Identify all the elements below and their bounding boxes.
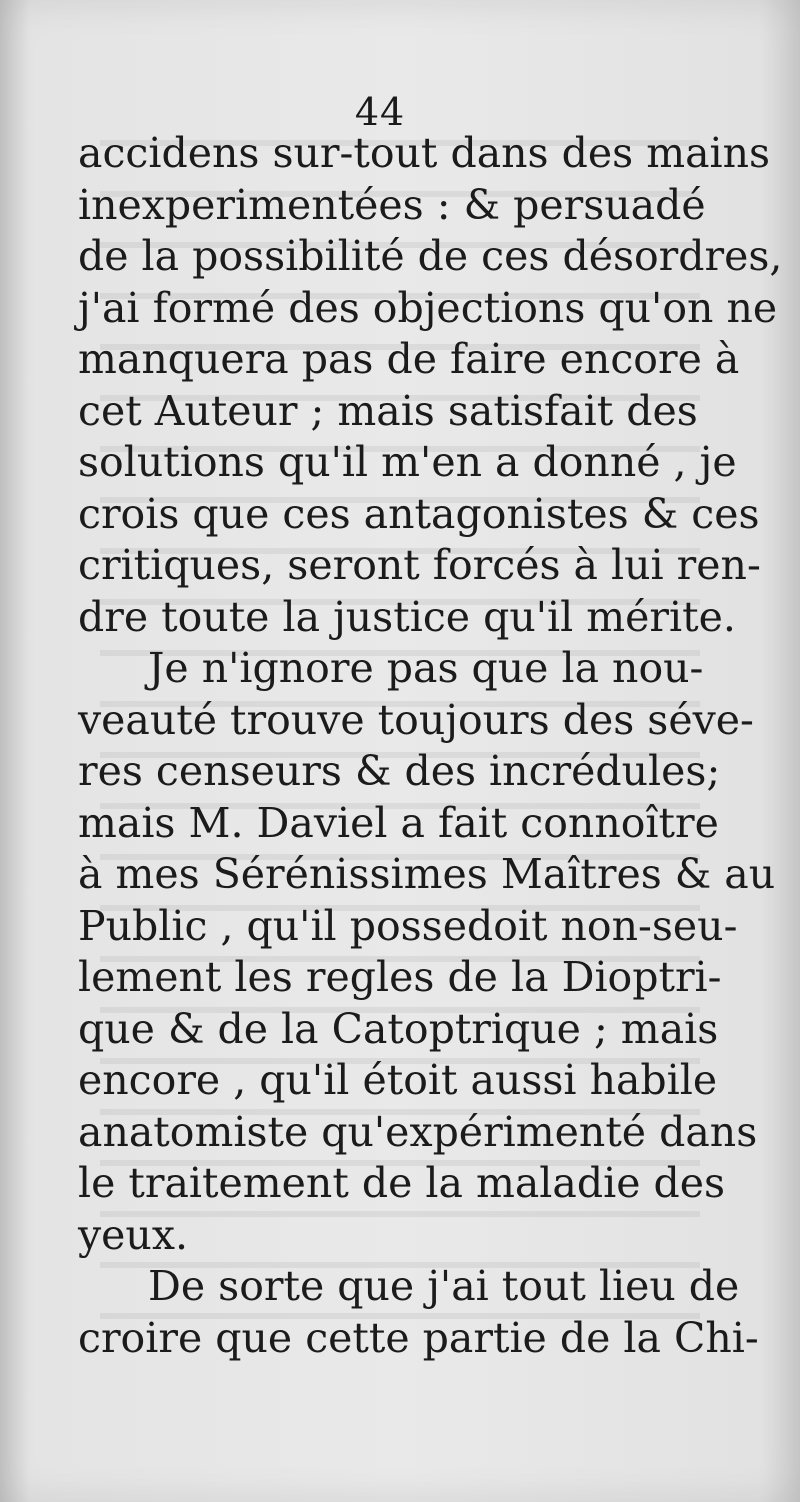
body-text — [78, 128, 783, 1364]
text-line: inexperimentées : & persuadé — [78, 180, 706, 229]
text-line: de la possibilité de ces désordres, — [78, 232, 783, 280]
paragraph-start-line: Je n'ignore pas que la nou- — [148, 644, 704, 692]
text-line: encore , qu'il étoit aussi habile — [78, 1056, 718, 1104]
text-line: veauté trouve toujours des séve- — [78, 695, 754, 744]
text-line: croire que cette partie de la Chi- — [78, 1313, 759, 1362]
text-line: manquera pas de faire encore à — [78, 335, 740, 383]
text-line: que & de la Catoptrique ; mais — [78, 1004, 719, 1053]
text-line: lement les regles de la Dioptri- — [78, 953, 722, 1001]
text-line: anatomiste qu'expérimenté dans — [78, 1107, 758, 1156]
text-line: mais M. Daviel a fait connoître — [78, 798, 719, 847]
text-line: yeux. — [78, 1210, 188, 1259]
text-line: crois que ces antagonistes & ces — [78, 489, 760, 538]
text-line: dre toute la justice qu'il mérite. — [78, 592, 736, 641]
text-line: à mes Sérénissimes Maîtres & au — [78, 850, 776, 898]
text-line: accidens sur-tout dans des mains — [78, 129, 771, 177]
text-line: res censeurs & des incrédules; — [78, 747, 721, 795]
paragraph-start-line: De sorte que j'ai tout lieu de — [148, 1262, 740, 1310]
page-number: 44 — [354, 90, 406, 134]
text-line: solutions qu'il m'en a donné , je — [78, 438, 737, 486]
text-line: Public , qu'il possedoit non-seu- — [78, 901, 738, 950]
text-line: critiques, seront forcés à lui ren- — [78, 541, 761, 589]
text-line: le traitement de la maladie des — [78, 1159, 726, 1207]
text-line: cet Auteur ; mais satisfait des — [78, 386, 698, 435]
text-line: j'ai formé des objections qu'on ne — [78, 283, 778, 332]
